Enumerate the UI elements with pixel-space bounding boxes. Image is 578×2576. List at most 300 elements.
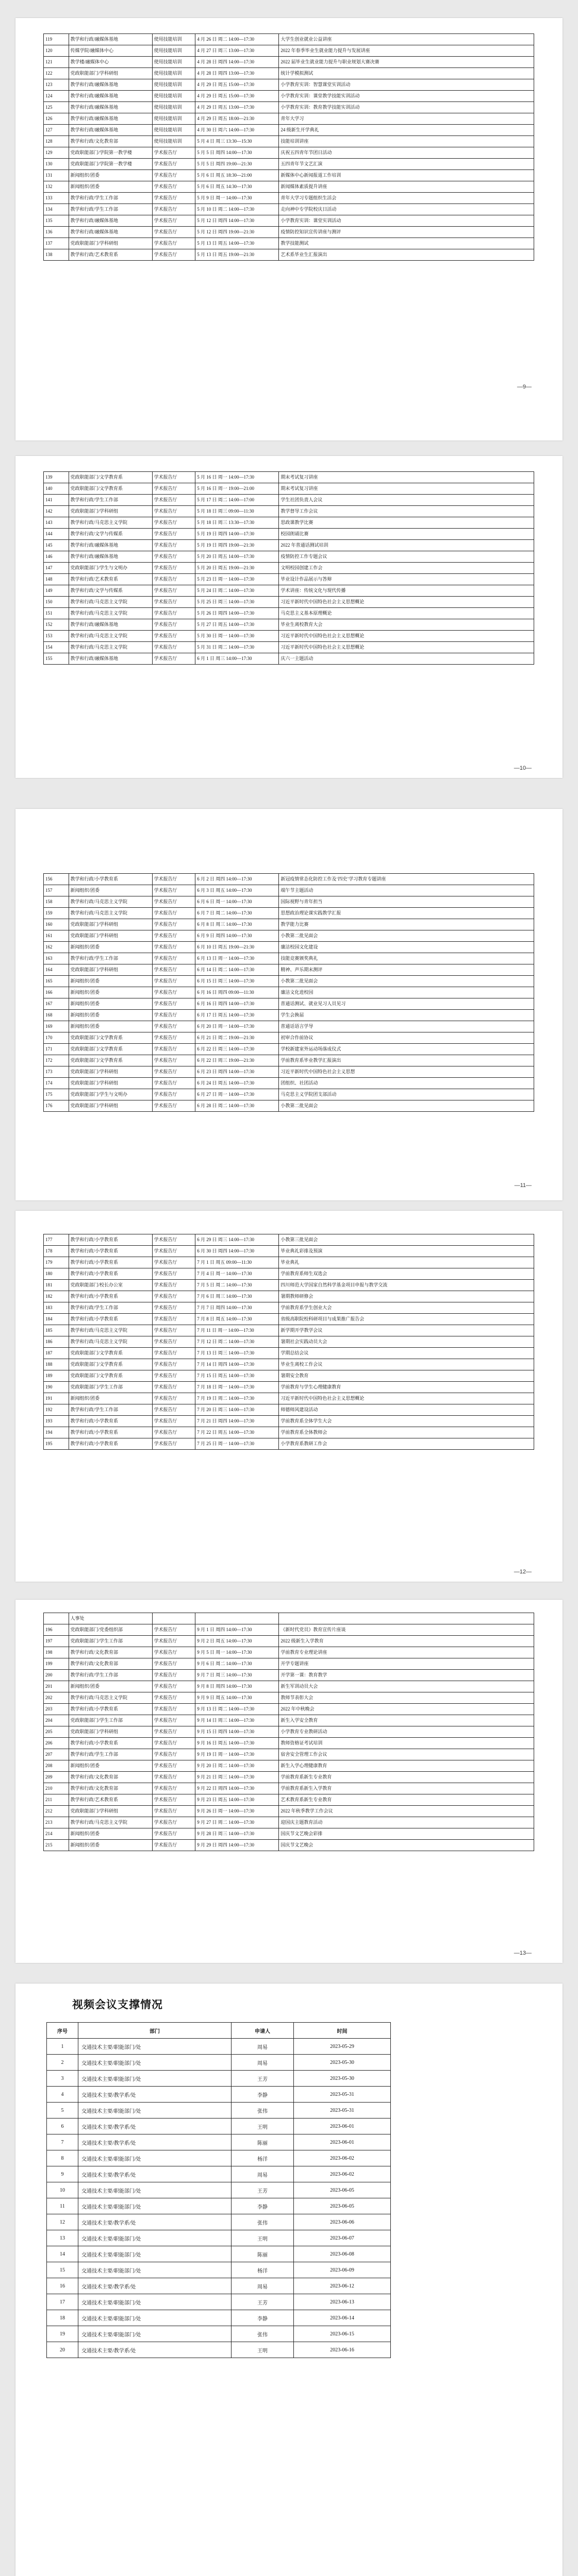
table-row (44, 1794, 534, 1806)
table-cell: 学术报告厅 (152, 529, 195, 540)
table-row (44, 551, 534, 563)
table-cell: 学校新建室外运动场落成仪式 (279, 1044, 534, 1055)
table-cell: 普通话测试、就业见习人员见习 (279, 998, 534, 1010)
table-cell: 6 月 1 日 周三 14:00—17:30 (195, 653, 279, 665)
table-cell: 交通技术主要/教学系/处 (78, 2214, 232, 2230)
table-cell: 教学和行政/融媒体基地 (69, 79, 152, 91)
table-row (44, 472, 534, 483)
table-cell: 5 月 30 日 周一 14:00—17:30 (195, 631, 279, 642)
table-cell: 7 月 6 日 周三 14:00—17:30 (195, 1291, 279, 1302)
table-cell: 9 月 8 日 周四 14:00—17:30 (195, 1681, 279, 1692)
table-cell: 教师节表彰大会 (279, 1692, 534, 1704)
table-cell: 教学和行政/小学教育系 (69, 1438, 152, 1450)
table-cell: 教学和行政/小学教育系 (69, 1234, 152, 1246)
table-cell: 2023-06-14 (294, 2310, 391, 2326)
table-cell: 新闻组织/团委 (69, 987, 152, 998)
table-cell: 新闻组织/团委 (69, 1393, 152, 1404)
table-cell: 5 月 18 日 周三 09:00—11:30 (195, 506, 279, 517)
table-cell: 4 月 28 日 周四 13:00—17:30 (195, 68, 279, 79)
table-cell: 161 (44, 930, 69, 942)
table-row (44, 1257, 534, 1268)
table-cell: 7 月 1 日 周五 09:00—11:30 (195, 1257, 279, 1268)
table-cell: 6 月 27 日 周一 14:00—17:30 (195, 1089, 279, 1100)
table-cell: 3 (47, 2071, 78, 2087)
table-cell: 师德师风建设活动 (279, 1404, 534, 1416)
page-number: —12— (514, 1569, 532, 1575)
table-cell: 学术报告厅 (152, 181, 195, 193)
table-cell: 136 (44, 227, 69, 238)
table-row (44, 1291, 534, 1302)
table-cell: 思政课教学比赛 (279, 517, 534, 529)
table-cell: 党政职能部门/文学教育系 (69, 1055, 152, 1066)
table-cell: 交通技术主要/教学系/处 (78, 2087, 232, 2103)
table-row (44, 953, 534, 964)
table-cell: 2023-06-08 (294, 2246, 391, 2262)
table-row (44, 1055, 534, 1066)
table-cell: 学生会换届 (279, 1010, 534, 1021)
table-cell: 153 (44, 631, 69, 642)
table-cell: 教学和行政/学生工作部 (69, 1302, 152, 1314)
table-cell: 学术报告厅 (152, 1268, 195, 1280)
table-row (44, 1749, 534, 1760)
table-row (44, 529, 534, 540)
table-cell: 2022 年春季毕业生就业能力提升与发展讲座 (279, 45, 534, 57)
table-cell: 学术报告厅 (152, 249, 195, 261)
table-cell: 王明 (232, 2119, 294, 2134)
table-row (44, 1234, 534, 1246)
table-cell: 教学和行政/文化教育部 (69, 1783, 152, 1794)
table-row (44, 930, 534, 942)
table-cell: 新生入学心理健康教育 (279, 1760, 534, 1772)
table-cell: 学术报告厅 (152, 1806, 195, 1817)
table-cell: 国庆节文艺晚会 (279, 1840, 534, 1851)
table-cell: 学术报告厅 (152, 608, 195, 619)
table-cell: 125 (44, 102, 69, 113)
table-cell: 交通技术主要/职能部门/处 (78, 2198, 232, 2214)
table-cell: 交通技术主要/职能部门/处 (78, 2294, 232, 2310)
table-cell: 新闻组织/团委 (69, 1840, 152, 1851)
table-cell: 9 月 19 日 周一 14:00—17:30 (195, 1749, 279, 1760)
table-cell: 迎国庆主题教育活动 (279, 1817, 534, 1828)
table-cell: 7 月 21 日 周四 14:00—17:30 (195, 1416, 279, 1427)
table-cell: 4 月 26 日 周二 14:00—17:30 (195, 34, 279, 45)
table-cell: 学前教育系学生创业大会 (279, 1302, 534, 1314)
table-cell: 174 (44, 1078, 69, 1089)
table-cell: 学前教育系新生专业教育 (279, 1772, 534, 1783)
table-cell: 167 (44, 998, 69, 1010)
table-cell: 学术报告厅 (152, 1726, 195, 1738)
table-row (44, 1268, 534, 1280)
table-cell: 学前教育系毕业教学汇报演出 (279, 1055, 534, 1066)
table-cell: 5 月 12 日 周四 19:00—21:30 (195, 227, 279, 238)
table-cell: 183 (44, 1302, 69, 1314)
table-cell: 139 (44, 472, 69, 483)
table-cell: 11 (47, 2198, 78, 2214)
table-cell: 学术报告厅 (152, 1021, 195, 1032)
table-cell: 教学和行政/学生工作部 (69, 1749, 152, 1760)
table-cell: 5 月 18 日 周三 13:30—17:30 (195, 517, 279, 529)
table-cell: 学术报告厅 (152, 147, 195, 159)
table-cell: 张伟 (232, 2326, 294, 2342)
table-row (44, 159, 534, 170)
table-cell: 2023-06-05 (294, 2198, 391, 2214)
table-row (44, 1404, 534, 1416)
column-header: 申请人 (232, 2023, 294, 2039)
table-cell: 164 (44, 964, 69, 976)
table-cell: 疫情防控知识宣传讲座与测评 (279, 227, 534, 238)
table-cell: 教学和行政/融媒体基地 (69, 113, 152, 125)
table-cell: 143 (44, 517, 69, 529)
table-cell: 195 (44, 1438, 69, 1450)
table-cell: 精神、声乐期末测评 (279, 964, 534, 976)
table-cell: 学术报告厅 (152, 1382, 195, 1393)
table-cell: 学术报告厅 (152, 976, 195, 987)
table-cell: 新闻组织/团委 (69, 885, 152, 896)
table-cell: 2023-06-15 (294, 2326, 391, 2342)
table-cell: 2023-06-05 (294, 2182, 391, 2198)
table-cell: 128 (44, 136, 69, 147)
table-cell: 期末考试复习讲座 (279, 483, 534, 495)
table-cell: 5 月 6 日 周五 14:30—17:30 (195, 181, 279, 193)
table-cell: 四川师范大学国家自然科学基金项目申报与教学交流 (279, 1280, 534, 1291)
table-cell: 新媒体中心新闻报道工作培训 (279, 170, 534, 181)
table-cell: 思想政治理论课实践教学汇报 (279, 908, 534, 919)
table-cell: 学术报告厅 (152, 1794, 195, 1806)
table-cell: 162 (44, 942, 69, 953)
table-cell: 140 (44, 483, 69, 495)
table-cell: 小学教育实训：智慧课堂实训活动 (279, 79, 534, 91)
table-cell: 党政职能部门/学科研组 (69, 930, 152, 942)
table-row (44, 193, 534, 204)
table-cell: 党政职能部门/学科研组 (69, 506, 152, 517)
table-cell: 普通话语言学导 (279, 1021, 534, 1032)
table-cell: 党政职能部门/学科研组 (69, 1726, 152, 1738)
table-cell: 9 月 23 日 周五 14:00—17:30 (195, 1794, 279, 1806)
table-cell: 小学教育实训：教育教学技能实训活动 (279, 102, 534, 113)
table-cell (152, 1613, 195, 1624)
table-cell: 5 月 17 日 周二 14:00—17:00 (195, 495, 279, 506)
table-cell: 学术报告厅 (152, 1692, 195, 1704)
table-row (44, 1681, 534, 1692)
table-cell: 7 月 20 日 周三 14:00—17:30 (195, 1404, 279, 1416)
table-row (47, 2326, 391, 2342)
table-cell: 5 月 9 日 周一 14:00—17:30 (195, 193, 279, 204)
table-cell: 185 (44, 1325, 69, 1336)
table-cell: 6 月 13 日 周一 14:00—17:30 (195, 953, 279, 964)
table-cell: 18 (47, 2310, 78, 2326)
table-cell: 小教第三批见面会 (279, 1234, 534, 1246)
table-cell: 215 (44, 1840, 69, 1851)
table-cell (279, 1613, 534, 1624)
table-cell: 学术报告厅 (152, 1624, 195, 1636)
table-cell: 小教第二批见面会 (279, 976, 534, 987)
table-cell: 学术报告厅 (152, 585, 195, 597)
schedule-table (43, 33, 534, 261)
table-cell: 6 月 23 日 周四 14:00—17:30 (195, 1066, 279, 1078)
table-cell: 教学和行政/融媒体基地 (69, 619, 152, 631)
table-cell: 2023-06-01 (294, 2119, 391, 2134)
table-cell: 交通技术主要/教学系/处 (78, 2278, 232, 2294)
table-cell: 教学和行政/融媒体基地 (69, 551, 152, 563)
table-cell: 学术报告厅 (152, 1066, 195, 1078)
table-cell: 194 (44, 1427, 69, 1438)
table-cell: 交通技术主要/教学系/处 (78, 2166, 232, 2182)
table-cell: 教师资格证考试培训 (279, 1738, 534, 1749)
table-cell: 新生入学安全教育 (279, 1715, 534, 1726)
table-cell: 4 月 27 日 周三 13:00—17:30 (195, 45, 279, 57)
table-row (44, 79, 534, 91)
document-page (15, 1984, 563, 2576)
table-cell: 传媒学院/融媒体中心 (69, 45, 152, 57)
table-row (44, 942, 534, 953)
table-cell: 小学教育系教研工作会 (279, 1438, 534, 1450)
table-row (44, 1100, 534, 1112)
table-row (44, 34, 534, 45)
table-cell: 9 月 9 日 周五 14:00—17:30 (195, 1692, 279, 1704)
table-cell: 教学和行政/学生工作部 (69, 1404, 152, 1416)
table-cell: 暑期社会实践动员大会 (279, 1336, 534, 1348)
table-cell: 学生社团负责人会议 (279, 495, 534, 506)
table-row (44, 1089, 534, 1100)
table-row (44, 1348, 534, 1359)
table-cell: 小学教育实训：课堂实训活动 (279, 215, 534, 227)
table-row (44, 1760, 534, 1772)
document-page (15, 809, 563, 1200)
table-row (44, 1806, 534, 1817)
table-cell: 教学和行政/融媒体基地 (69, 91, 152, 102)
table-cell: 203 (44, 1704, 69, 1715)
table-cell: 130 (44, 159, 69, 170)
table-cell: 129 (44, 147, 69, 159)
table-cell: 使用技能培训 (152, 45, 195, 57)
table-cell: 学术报告厅 (152, 930, 195, 942)
table-row (47, 2230, 391, 2246)
table-cell: 疫情防控工作专题会议 (279, 551, 534, 563)
table-cell: 小学教育实训：课堂教学技能实训活动 (279, 91, 534, 102)
table-cell: 2023-05-30 (294, 2071, 391, 2087)
table-cell: 133 (44, 193, 69, 204)
table-cell: 127 (44, 125, 69, 136)
table-cell: 学术报告厅 (152, 215, 195, 227)
table-cell: 172 (44, 1055, 69, 1066)
table-row (44, 1692, 534, 1704)
table-cell: 201 (44, 1681, 69, 1692)
table-row (44, 540, 534, 551)
table-cell: 交通技术主要/职能部门/处 (78, 2150, 232, 2166)
table-cell: 6 月 30 日 周四 14:00—17:30 (195, 1246, 279, 1257)
table-cell: 12 (47, 2214, 78, 2230)
table-cell: 5 月 16 日 周一 19:00—21:00 (195, 483, 279, 495)
table-row (44, 1010, 534, 1021)
table-cell: 学术报告厅 (152, 1704, 195, 1715)
table-cell (44, 1613, 69, 1624)
table-row (44, 1416, 534, 1427)
table-row (44, 1772, 534, 1783)
page-number: —13— (514, 1950, 532, 1956)
table-cell: 学前教育专业理论讲座 (279, 1647, 534, 1658)
table-cell: 149 (44, 585, 69, 597)
table-cell: 马克思主义学院团支部活动 (279, 1089, 534, 1100)
table-cell: 使用技能培训 (152, 79, 195, 91)
table-cell: 6 月 14 日 周二 14:00—17:30 (195, 964, 279, 976)
table-cell: 13 (47, 2230, 78, 2246)
table-cell: 周易 (232, 2166, 294, 2182)
table-cell: 4 月 30 日 周六 14:00—17:30 (195, 125, 279, 136)
table-row (44, 1738, 534, 1749)
table-cell: 2022 届毕业生就业能力提升与职业规划大赛决赛 (279, 57, 534, 68)
table-cell: 9 月 14 日 周三 14:00—17:30 (195, 1715, 279, 1726)
table-cell: 使用技能培训 (152, 102, 195, 113)
table-cell: 176 (44, 1100, 69, 1112)
table-cell: 155 (44, 653, 69, 665)
table-cell: 5 月 4 日 周三 13:30—15:30 (195, 136, 279, 147)
table-cell: 党政职能部门/文学教育系 (69, 472, 152, 483)
table-cell: 学术报告厅 (152, 495, 195, 506)
table-cell: 148 (44, 574, 69, 585)
table-cell: 张伟 (232, 2214, 294, 2230)
table-cell: 新闻组织/团委 (69, 181, 152, 193)
table-cell: 学术报告厅 (152, 1370, 195, 1382)
table-row (44, 517, 534, 529)
table-row (44, 1427, 534, 1438)
table-row (44, 1840, 534, 1851)
table-cell: 教学和行政/文化教育部 (69, 1647, 152, 1658)
table-cell: 党政职能部门/文学教育系 (69, 1370, 152, 1382)
table-cell: 习近平新时代中国特色社会主义思想概论 (279, 597, 534, 608)
column-header: 时间 (294, 2023, 391, 2039)
table-cell: 习近平新时代中国特色社会主义思想概论 (279, 642, 534, 653)
table-cell: 陈丽 (232, 2134, 294, 2150)
table-cell: 教学楼/融媒体中心 (69, 57, 152, 68)
table-row (44, 964, 534, 976)
table-row (47, 2055, 391, 2071)
table-row (47, 2119, 391, 2134)
table-cell: 202 (44, 1692, 69, 1704)
table-cell: 党政职能部门/学院第一教学楼 (69, 159, 152, 170)
table-cell: 14 (47, 2246, 78, 2262)
table-cell: 184 (44, 1314, 69, 1325)
table-cell: 165 (44, 976, 69, 987)
table-cell: 教学和行政/马克思主义学院 (69, 517, 152, 529)
table-cell: 6 月 3 日 周五 14:00—17:30 (195, 885, 279, 896)
table-cell: 196 (44, 1624, 69, 1636)
table-cell: 学术报告厅 (152, 193, 195, 204)
table-cell: 5 月 5 日 周四 14:00—17:30 (195, 147, 279, 159)
table-cell: 李静 (232, 2087, 294, 2103)
table-row (44, 227, 534, 238)
table-row (47, 2150, 391, 2166)
table-row (44, 1658, 534, 1670)
table-cell: 学术报告厅 (152, 1404, 195, 1416)
table-row (47, 2214, 391, 2230)
table-cell: 208 (44, 1760, 69, 1772)
table-cell: 党政职能部门/学生与文明办 (69, 563, 152, 574)
table-cell: 教学和行政/马克思主义学院 (69, 597, 152, 608)
table-cell: 4 月 29 日 周五 13:00—17:30 (195, 102, 279, 113)
table-row (44, 874, 534, 885)
table-cell: 教学和行政/小学教育系 (69, 1257, 152, 1268)
table-row (47, 2182, 391, 2198)
table-cell: 学术报告厅 (152, 1738, 195, 1749)
table-cell: 132 (44, 181, 69, 193)
table-cell: 2022 年中秋晚会 (279, 1704, 534, 1715)
table-cell: 2023-06-13 (294, 2294, 391, 2310)
document-page (15, 1600, 563, 1963)
table-cell: 6 月 7 日 周二 14:00—17:30 (195, 908, 279, 919)
table-cell: 学术报告厅 (152, 1715, 195, 1726)
table-cell: 党政职能部门/学院第一教学楼 (69, 147, 152, 159)
table-cell: 学期总结会议 (279, 1348, 534, 1359)
table-cell: 152 (44, 619, 69, 631)
table-cell: 教学和行政/学生工作部 (69, 1670, 152, 1681)
table-cell: 庆六一主题活动 (279, 653, 534, 665)
table-cell: 7 月 22 日 周五 14:00—17:30 (195, 1427, 279, 1438)
table-cell: 131 (44, 170, 69, 181)
table-cell: 周易 (232, 2039, 294, 2055)
table-cell: 使用技能培训 (152, 125, 195, 136)
table-cell: 141 (44, 495, 69, 506)
table-row (44, 483, 534, 495)
table-cell: 6 月 16 日 周四 09:00—11:30 (195, 987, 279, 998)
table-cell: 教学和行政/小学教育系 (69, 1268, 152, 1280)
table-cell: 5 月 25 日 周三 14:00—17:30 (195, 597, 279, 608)
column-header: 部门 (78, 2023, 232, 2039)
table-cell: 4 月 29 日 周五 18:00—21:30 (195, 113, 279, 125)
table-cell: 使用技能培训 (152, 136, 195, 147)
table-row (44, 619, 534, 631)
table-cell: 189 (44, 1370, 69, 1382)
table-cell: 交通技术主要/职能部门/处 (78, 2310, 232, 2326)
table-cell: 学术报告厅 (152, 1636, 195, 1647)
table-cell: 6 月 22 日 周三 14:00—17:30 (195, 1044, 279, 1055)
table-cell: 169 (44, 1021, 69, 1032)
table-cell: 9 月 26 日 周一 14:00—17:30 (195, 1806, 279, 1817)
table-cell: 142 (44, 506, 69, 517)
table-cell: 7 月 12 日 周二 14:00—17:30 (195, 1336, 279, 1348)
table-cell: 学术报告厅 (152, 885, 195, 896)
table-cell: 学术报告厅 (152, 1055, 195, 1066)
table-row (44, 136, 534, 147)
table-cell: 2023-06-12 (294, 2278, 391, 2294)
table-cell: 学术报告厅 (152, 1760, 195, 1772)
table-cell: 教学和行政/文化教育部 (69, 136, 152, 147)
table-row (44, 1302, 534, 1314)
table-cell: 181 (44, 1280, 69, 1291)
table-cell: 197 (44, 1636, 69, 1647)
table-cell: 学术报告厅 (152, 1078, 195, 1089)
table-cell: 校园朗诵比赛 (279, 529, 534, 540)
table-cell: 学术报告厅 (152, 1044, 195, 1055)
table-cell: 6 月 16 日 周四 14:00—17:30 (195, 998, 279, 1010)
table-cell: 学术报告厅 (152, 1246, 195, 1257)
table-cell: 学术讲座：传统文化与现代传播 (279, 585, 534, 597)
table-cell: 交通技术主要/职能部门/处 (78, 2326, 232, 2342)
table-cell: 4 月 29 日 周五 15:00—17:30 (195, 79, 279, 91)
table-cell: 7 月 19 日 周二 14:00—17:30 (195, 1393, 279, 1404)
table-cell: 9 月 27 日 周二 14:00—17:30 (195, 1817, 279, 1828)
table-cell: 24 级新生开学典礼 (279, 125, 534, 136)
table-cell: 党政职能部门/学科研组 (69, 68, 152, 79)
table-cell: 210 (44, 1783, 69, 1794)
table-cell: 学术报告厅 (152, 874, 195, 885)
table-cell: 171 (44, 1044, 69, 1055)
table-cell: 9 月 5 日 周一 14:00—17:30 (195, 1647, 279, 1658)
table-cell: 团组织、社团活动 (279, 1078, 534, 1089)
table-cell: 5 月 12 日 周四 14:00—17:30 (195, 215, 279, 227)
table-row (44, 563, 534, 574)
table-row (47, 2198, 391, 2214)
table-row (47, 2278, 391, 2294)
